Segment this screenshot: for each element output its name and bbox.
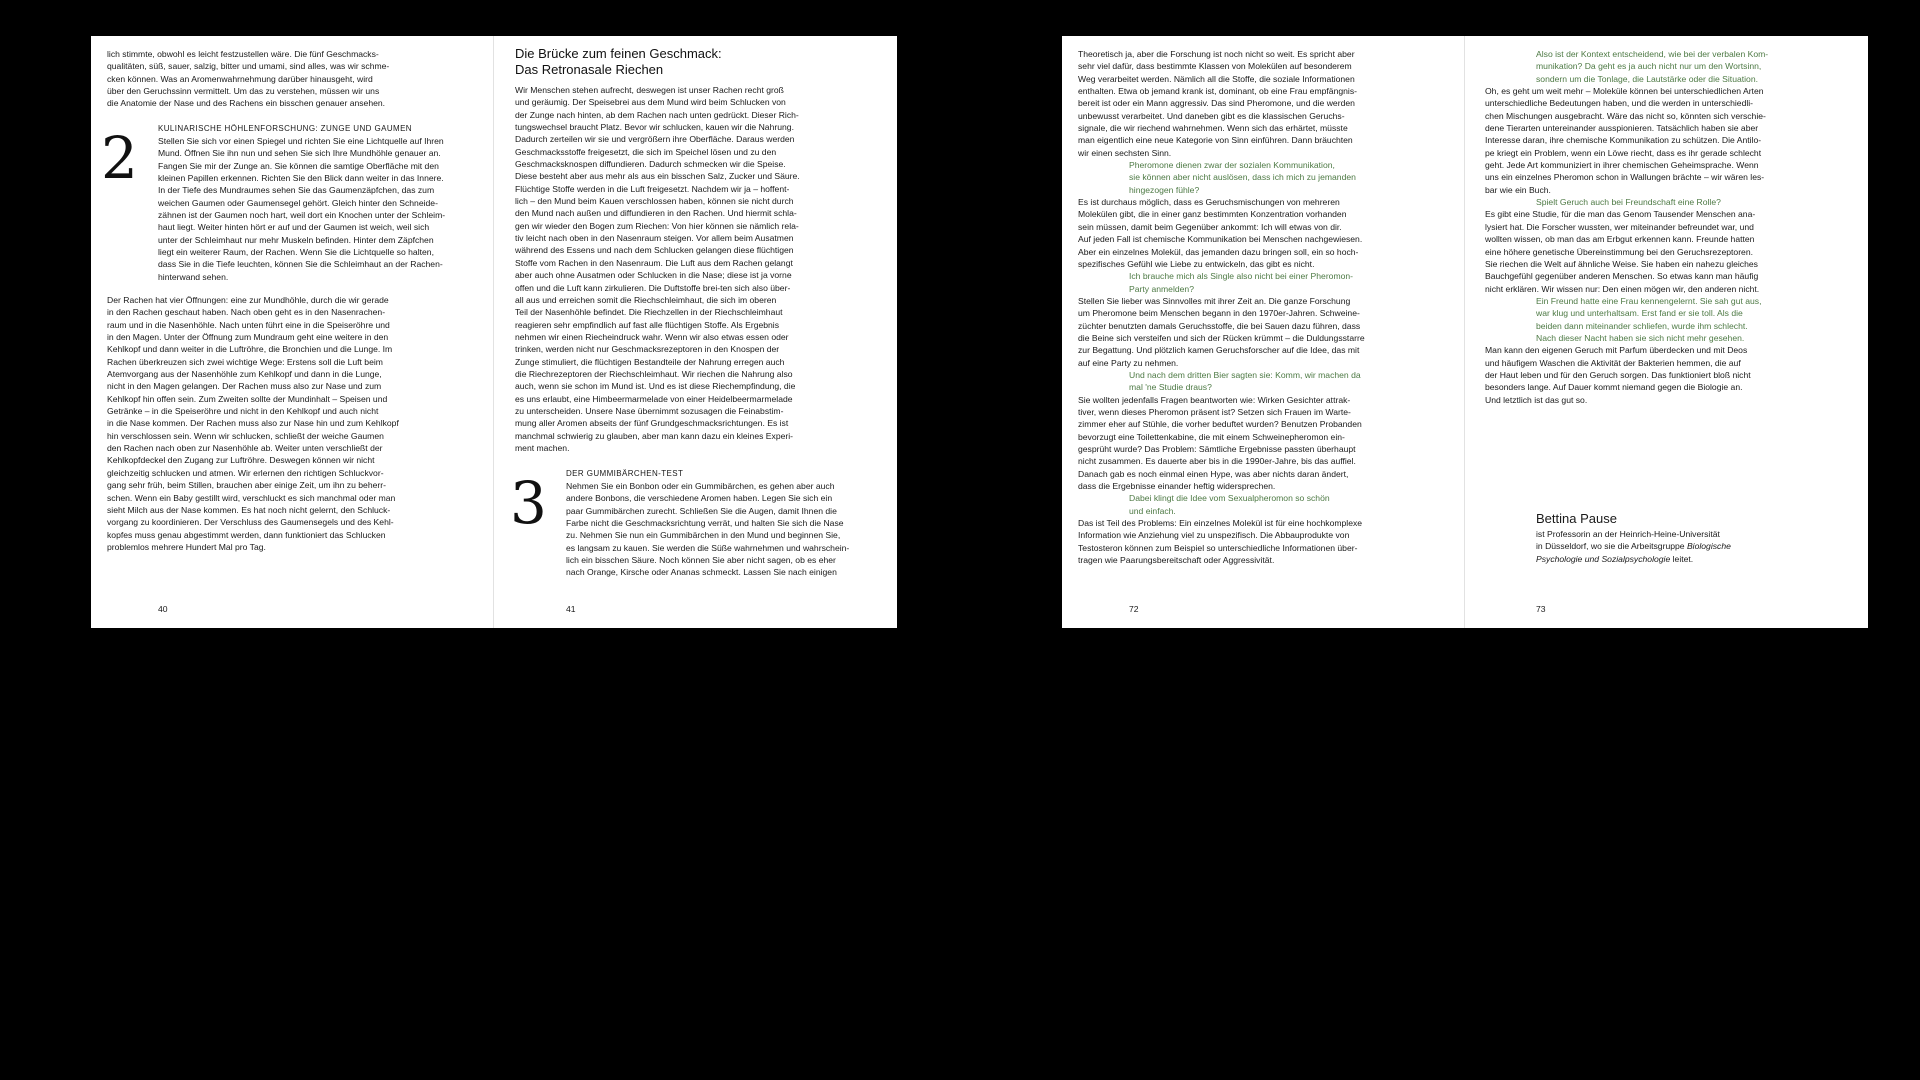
- page-72: [1062, 36, 1465, 628]
- page-41-heading: Die Brücke zum feinen Geschmack: Das Retronasale Riechen: [515, 46, 722, 77]
- interview-question: Und nach dem dritten Bier sagten sie: Komm, wir machen da mal 'ne Studie draus?: [1129, 369, 1361, 393]
- page-73: [1465, 36, 1868, 628]
- page-40: [91, 36, 494, 628]
- interview-question: Ich brauche mich als Single also nicht bei einer Pheromon- Party anmelden?: [1129, 271, 1354, 294]
- section-3-text: Nehmen Sie ein Bonbon oder ein Gummibärchen, es gehen aber auch andere Bonbons, die verschiedene Aromen haben. Legen Sie sich ein paar Gummibärchen zurecht. Schließen Sie die Augen, damit Ihnen die Farbe nicht die Geschmacksrichtung verrät, und halten Sie sich die Nase zu. Nehmen Sie nun ein Gummibärchen in den Mund und beginnen Sie, es langsam zu kauen. Sie werden die Süße wahrnehmen und wahrschein- lich ein bisschen Säure. Noch können Sie aber nicht sagen, ob es eher nach Orange, Kirsche oder Ananas schmeckt. Lassen Sie nach einigen: [566, 481, 850, 578]
- page-40-body-text: Der Rachen hat vier Öffnungen: eine zur Mundhöhle, durch die wir gerade in den Rachen geschaut haben. Nach oben geht es in den Nasenrachen- raum und in die Nasenhöhle. Nach unten führt eine in die Speiseröhre und in den Magen. Unter der Öffnung zum Mundraum geht eine weitere in den Kehlkopf und dann weiter in die Luftröhre, die Bronchien und die Lunge. Im Rachen überkreuzen sich zwei wichtige Wege: Erstens soll die Luft beim Atemvorgang aus der Nasenhöhle zum Kehlkopf und dann in die Lunge, nicht in den Magen gelangen. Der Rachen muss also zur Nase und zum Kehlkopf hin offen sein. Zum Zweiten sollte der Mundinhalt – Speisen und Getränke – in die Speiseröhre und nicht in den Kehlkopf und auch nicht in die Nase kommen. Der Rachen muss also zur Nase hin und zum Kehlkopf hin verschlossen sein. Wenn wir schlucken, schließt der weiche Gaumen den Rachen nach oben zur Nasenhöhle ab. Weiter unten verschließt der Kehlkopfdeckel den Zugang zur Luftröhre. Deswegen können wir nicht gleichzeitig schlucken und atmen. Wir erlernen den richtigen Schluckvor- gang sehr früh, beim Stillen, brauchen aber einige Zeit, um ihn zu beherr- schen. Wenn ein Baby gestillt wird, verschluckt es sich manchmal oder man sieht Milch aus der Nase kommen. Es hat noch nicht gelernt, den Schluck- vorgang zu koordinieren. Der Verschluss des Gaumensegels und des Kehl- kopfes muss genau abgestimmt werden, dann funktioniert das Schlucken problemlos mehrere Hundert Mal pro Tag.: [107, 295, 399, 552]
- section-heading-2: KULINARISCHE HÖHLENFORSCHUNG: ZUNGE UND GAUMEN: [158, 124, 412, 133]
- left-spread: [91, 36, 897, 628]
- section-2-text: Stellen Sie sich vor einen Spiegel und richten Sie eine Lichtquelle auf Ihren Mund. Öffnen Sie ihn nun und sehen Sie sich Ihre Mundhöhle genauer an. Fangen Sie mir der Zunge an. Sie können die samtige Oberfläche mit den kleinen Papillen erkennen. Richten Sie den Blick dann weiter in das Innere. In der Tiefe des Mundraumes sehen Sie das Gaumenzäpfchen, das zum weichen Gaumen oder Gaumensegel gehört. Gleich hinter den Schneide- zähnen ist der Gaumen noch hart, weil dort ein Knochen unter der Schleim- haut liegt. Weiter hinten hört er auf und der Gaumen ist weich, weil sich unter der Schleimhaut nur mehr Muskeln befinden. Hinter dem Zäpfchen liegt ein weiterer Raum, der Rachen. Wenn Sie die Lichtquelle so halten, dass Sie in die Tiefe leuchten, können Sie die Schleimhaut an der Rachen- hinterwand sehen.: [158, 136, 446, 282]
- page-41: [494, 36, 897, 628]
- interview-question: Ein Freund hatte eine Frau kennengelernt. Sie sah gut aus, war klug und unterhaltsam. Erst fand er sie toll. Als die beiden dann miteinander schliefen, wurde ihm schlecht. Nach dieser Nacht haben sie sich nicht mehr gesehen.: [1536, 295, 1762, 343]
- section-number-2: 2: [101, 124, 138, 192]
- interview-answer: Es ist durchaus möglich, dass es Geruchsmischungen von mehreren Molekülen gibt, die in einer ganz bestimmten Konzentration vorhanden sein müssen, damit beim Gegenüber ankommt: Ich will etwas von dir. Auf jeden Fall ist chemische Kommunikation bei Menschen nachgewiesen. Aber ein einzelnes Molekül, das jemanden dazu bringen soll, ein so hoch- spezifisches Gefühl wie Liebe zu entwickeln, das gibt es nicht.: [1078, 197, 1363, 269]
- section-heading-3: DER GUMMIBÄRCHEN-TEST: [566, 469, 684, 478]
- page-73-interview-text: [1485, 48, 1768, 406]
- interview-answer: Theoretisch ja, aber die Forschung ist noch nicht so weit. Es spricht aber sehr viel dafür, dass bestimmte Klassen von Molekülen auf besonderem Weg verarbeitet werden. Nämlich all die Stoffe, die soziale Informationen enthalten. Etwa ob jemand krank ist, dominant, ob eine Frau empfängnis- bereit ist oder ein Mann aggressiv. Das sind Pheromone, und die werden unbewusst verarbeitet. Und daneben gibt es die klassischen Geruchs- signale, die wir riechend wahrnehmen. Wenn sich das erhärtet, müsste man eigentlich eine neue Kategorie von Sinn einführen. Dann bräuchten wir einen sechsten Sinn.: [1078, 49, 1357, 158]
- author-bio: ist Professorin an der Heinrich-Heine-Universität in Düsseldorf, wo sie die Arbeitsgruppe Biologische Psychologie und Sozialpsychologie leitet.: [1536, 529, 1731, 564]
- page-number-41: 41: [566, 604, 576, 614]
- interview-answer: Oh, es geht um weit mehr – Moleküle können bei unterschiedlichen Arten unterschiedliche Bedeutungen haben, und die werden in unterschiedli- chen Mischungen ausgebracht. Wäre das nicht so, könnten sich verschie- dene Tierarten untereinander ausspionieren. Tatsächlich haben sie aber Interesse daran, ihre chemische Kommunikation zu schützen. Die Antilo- pe kriegt ein Problem, wenn ein Löwe riecht, dass es ihr gerade schlecht geht. Jede Art kommuniziert in ihrer chemischen Geheimsprache. Wenn uns ein einzelnes Pheromon schon in Wallungen brächte – wir wären les- bar wie ein Buch.: [1485, 86, 1766, 195]
- interview-question: Dabei klingt die Idee vom Sexualpheromon so schön und einfach.: [1129, 493, 1330, 516]
- section-number-3: 3: [510, 469, 547, 537]
- right-spread: [1062, 36, 1868, 628]
- page-number-73: 73: [1536, 604, 1546, 614]
- interview-answer: Stellen Sie lieber was Sinnvolles mit ihrer Zeit an. Die ganze Forschung um Pheromone beim Menschen begann in den 1970er-Jahren. Schweine- züchter benutzten damals Geruchsstoffe, die bei Sauen dazu führen, dass die Beine sich versteifen und sich der Rücken krümmt – die Duldungsstarre zur Begattung. Und plötzlich kamen Geruchsforscher auf die Idee, das mit auf eine Party zu nehmen.: [1078, 295, 1365, 368]
- page-number-72: 72: [1129, 604, 1139, 614]
- interview-answer: Das ist Teil des Problems: Ein einzelnes Molekül ist für eine hochkomplexe Information wie Anziehung viel zu unspezifisch. Die Abbauprodukte von Testosteron können zum Beispiel so unterschiedliche Informationen über- tragen wie Paarungsbereitschaft oder Aggressivität.: [1078, 518, 1363, 566]
- interview-answer: Man kann den eigenen Geruch mit Parfum überdecken und mit Deos und häufigem Waschen die Aktivität der Bakterien hemmen, die auf der Haut leben und für den Geruch sorgen. Das funktioniert bloß nicht besonders lange. Auf Dauer kommt niemand gegen die Biologie an. Und letztlich ist das gut so.: [1485, 345, 1751, 405]
- interview-question: Spielt Geruch auch bei Freundschaft eine Rolle?: [1536, 197, 1721, 208]
- interview-answer: Sie wollten jedenfalls Fragen beantworten wie: Wirken Gesichter attrak- tiver, wenn dieses Pheromon präsent ist? Setzen sich Frauen im Warte- zimmer eher auf Stühle, die vorher beduftet wurden? Benutzen Probanden bevorzugt eine Toilettenkabine, die mit einem Schweinepheromon ein- gesprüht wurde? Das Problem: Sämtliche Ergebnisse passten überhaupt nicht zusammen. Es dauerte aber bis in die 1990er-Jahre, bis das auffiel. Danach gab es noch einmal einen Hype, was aber nichts daran ändert, dass die Ergebnisse einander heftig widersprechen.: [1078, 394, 1362, 492]
- author-name: Bettina Pause: [1536, 511, 1617, 526]
- page-72-interview-text: [1078, 48, 1365, 566]
- interview-question: Also ist der Kontext entscheidend, wie bei der verbalen Kom- munikation? Da geht es ja auch nicht nur um den Wortsinn, sondern um die Tonlage, die Lautstärke oder die Situation.: [1536, 49, 1769, 84]
- interview-answer: Es gibt eine Studie, für die man das Genom Tausender Menschen ana- lysiert hat. Die Forscher wussten, wer miteinander befreundet war, und wollten wissen, ob man das am Erbgut erkennen kann. Freunde hatten eine höhere genetische Übereinstimmung bei den Geruchsrezeptoren. Sie riechen die Welt auf ähnliche Weise. Sie haben ein nahezu gleiches Bauchgefühl gegenüber anderen Menschen. So etwas kann man häufig nicht erklären. Wir wissen nur: Den einen mögen wir, den anderen nicht.: [1485, 209, 1760, 294]
- page-40-top-text: lich stimmte, obwohl es leicht festzustellen wäre. Die fünf Geschmacks- qualitäten, süß, sauer, salzig, bitter und umami, sind alles, was wir schme- cken können. Was an Aromenwahrnehmung darüber hinausgeht, wird über den Geruchssinn vermittelt. Um das zu verstehen, müssen wir uns die Anatomie der Nase und des Rachens ein bisschen genauer ansehen.: [107, 49, 390, 109]
- page-number-40: 40: [158, 604, 168, 614]
- interview-question: Pheromone dienen zwar der sozialen Kommunikation, sie können aber nicht auslösen, dass ich mich zu jemanden hingezogen fühle?: [1129, 160, 1356, 195]
- page-41-body-text: Wir Menschen stehen aufrecht, deswegen ist unser Rachen recht groß und geräumig. Der Speisebrei aus dem Mund wird beim Schlucken von der Zunge nach hinten, ab dem Rachen nach unten gedrückt. Dieser Rich- tungswechsel braucht Platz. Bevor wir schlucken, kauen wir die Nahrung. Dadurch zerteilen wir sie und vergrößern ihre Oberfläche. Daraus werden Geschmacksstoffe freigesetzt, die sich im Speichel lösen und zu den Geschmacksknospen diffundieren. Dadurch schmecken wir die Speise. Diese besteht aber aus mehr als aus ein bisschen Salz, Zucker und Säure. Flüchtige Stoffe werden in die Luft freigesetzt. Nachdem wir ja – hoffent- lich – den Mund beim Kauen verschlossen haben, können sie nicht durch den Mund nach außen und diffundieren in den Rachen. Und hiermit schla- gen wir wieder den Bogen zum Riechen: Von hier können sie nämlich rela- tiv leicht nach oben in den Nasenraum steigen. Vor allem beim Ausatmen während des Essens und nach dem Schlucken gelangen diese flüchtigen Stoffe vom Rachen in den Nasenraum. Die Luft aus dem Rachen gelangt aber auch ohne Ausatmen oder Schlucken in die Nase; diese ist ja vorne offen und die Luft kann zirkulieren. Die Duftstoffe brei-ten sich also über- all aus und erreichen somit die Riechschleimhaut, die sich im oberen Teil der Nasenhöhle befindet. Die Riechzellen in der Riechschleimhaut reagieren sehr empfindlich auf fast alle flüchtigen Stoffe. Als Ergebnis nehmen wir einen Riecheindruck wahr. Wenn wir also etwas essen oder trinken, werden nicht nur Geschmacksrezeptoren in den Knospen der Zunge stimuliert, die flüchtigen Bestandteile der Nahrung erregen auch die Riechrezeptoren der Riechschleimhaut. Wir riechen die Nahrung also auch, wenn sie schon im Mund ist. Und es ist diese Riechempfindung, die es uns erlaubt, eine Himbeermarmelade von einer Heidelbeermarmelade zu unterscheiden. Unsere Nase übernimmt sozusagen die Feinabstim- mung aller Aromen abseits der fünf Grundgeschmacksrichtungen. Es ist manchmal schwierig zu glauben, aber man kann dazu ein kleines Experi- ment machen.: [515, 85, 800, 453]
